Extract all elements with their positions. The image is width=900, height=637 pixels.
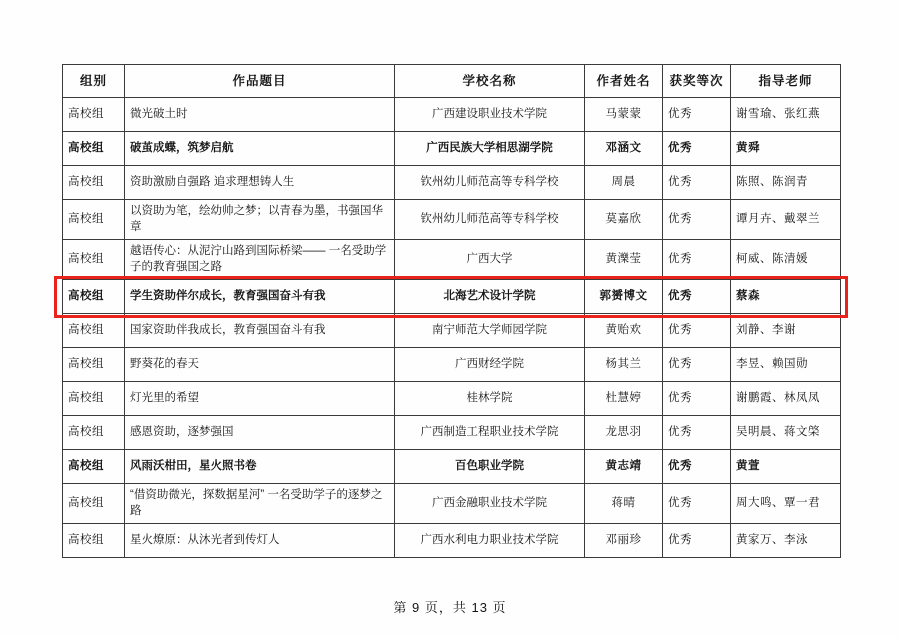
cell-award-level: 优秀 bbox=[663, 98, 731, 132]
table-row bbox=[63, 450, 841, 484]
table-row bbox=[63, 98, 841, 132]
cell-author: 杨其兰 bbox=[585, 348, 663, 382]
award-table-container bbox=[62, 64, 840, 558]
cell-teacher: 谭月卉、戴翠兰 bbox=[731, 200, 841, 240]
cell-group: 高校组 bbox=[63, 450, 125, 484]
cell-teacher: 黄萱 bbox=[731, 450, 841, 484]
column-header-author: 作者姓名 bbox=[585, 65, 663, 98]
cell-teacher: 柯威、陈清媛 bbox=[731, 240, 841, 280]
cell-author: 黄贻欢 bbox=[585, 314, 663, 348]
cell-title: 越语传心：从泥泞山路到国际桥梁—— 一名受助学子的教育强国之路 bbox=[125, 240, 395, 280]
table-row bbox=[63, 484, 841, 524]
cell-title: 破茧成蝶，筑梦启航 bbox=[125, 132, 395, 166]
cell-school: 广西建设职业技术学院 bbox=[395, 98, 585, 132]
cell-school: 广西水利电力职业技术学院 bbox=[395, 524, 585, 558]
cell-teacher: 黄舜 bbox=[731, 132, 841, 166]
table-row bbox=[63, 280, 841, 314]
table-row bbox=[63, 348, 841, 382]
cell-author: 莫嘉欣 bbox=[585, 200, 663, 240]
column-header-title: 作品题目 bbox=[125, 65, 395, 98]
cell-school: 广西制造工程职业技术学院 bbox=[395, 416, 585, 450]
cell-title: 感恩资助，逐梦强国 bbox=[125, 416, 395, 450]
cell-title: 风雨沃柑田，星火照书卷 bbox=[125, 450, 395, 484]
cell-award-level: 优秀 bbox=[663, 382, 731, 416]
cell-award-level: 优秀 bbox=[663, 240, 731, 280]
cell-title: 微光破土时 bbox=[125, 98, 395, 132]
cell-teacher: 李昱、赖国勋 bbox=[731, 348, 841, 382]
cell-author: 郭赟博文 bbox=[585, 280, 663, 314]
cell-teacher: 刘静、李谢 bbox=[731, 314, 841, 348]
table-row bbox=[63, 416, 841, 450]
cell-author: 邓丽珍 bbox=[585, 524, 663, 558]
cell-author: 杜慧婷 bbox=[585, 382, 663, 416]
cell-group: 高校组 bbox=[63, 416, 125, 450]
cell-award-level: 优秀 bbox=[663, 416, 731, 450]
cell-school: 百色职业学院 bbox=[395, 450, 585, 484]
cell-title: “借资助微光，探数据星河” 一名受助学子的逐梦之路 bbox=[125, 484, 395, 524]
cell-author: 黄志靖 bbox=[585, 450, 663, 484]
cell-school: 北海艺术设计学院 bbox=[395, 280, 585, 314]
cell-author: 龙思羽 bbox=[585, 416, 663, 450]
cell-award-level: 优秀 bbox=[663, 166, 731, 200]
cell-school: 广西金融职业技术学院 bbox=[395, 484, 585, 524]
cell-school: 桂林学院 bbox=[395, 382, 585, 416]
cell-school: 广西民族大学相思湖学院 bbox=[395, 132, 585, 166]
cell-group: 高校组 bbox=[63, 166, 125, 200]
cell-award-level: 优秀 bbox=[663, 484, 731, 524]
table-row bbox=[63, 382, 841, 416]
cell-school: 钦州幼儿师范高等专科学校 bbox=[395, 200, 585, 240]
cell-author: 马蒙蒙 bbox=[585, 98, 663, 132]
cell-group: 高校组 bbox=[63, 484, 125, 524]
column-header-group: 组别 bbox=[63, 65, 125, 98]
cell-title: 以资助为笔，绘幼帅之梦；以青春为墨，书强国华章 bbox=[125, 200, 395, 240]
cell-group: 高校组 bbox=[63, 524, 125, 558]
cell-author: 周晨 bbox=[585, 166, 663, 200]
cell-title: 国家资助伴我成长，教育强国奋斗有我 bbox=[125, 314, 395, 348]
cell-teacher: 黄家万、李泳 bbox=[731, 524, 841, 558]
cell-group: 高校组 bbox=[63, 280, 125, 314]
cell-award-level: 优秀 bbox=[663, 314, 731, 348]
cell-group: 高校组 bbox=[63, 382, 125, 416]
cell-author: 邓涵文 bbox=[585, 132, 663, 166]
table-row bbox=[63, 132, 841, 166]
cell-teacher: 谢鹏霞、林凤凤 bbox=[731, 382, 841, 416]
cell-award-level: 优秀 bbox=[663, 280, 731, 314]
cell-award-level: 优秀 bbox=[663, 348, 731, 382]
award-table bbox=[62, 64, 841, 558]
cell-author: 蒋晴 bbox=[585, 484, 663, 524]
table-row bbox=[63, 524, 841, 558]
cell-teacher: 吴明晨、蒋文棨 bbox=[731, 416, 841, 450]
cell-school: 广西财经学院 bbox=[395, 348, 585, 382]
cell-group: 高校组 bbox=[63, 314, 125, 348]
table-header bbox=[63, 65, 841, 98]
cell-teacher: 陈照、陈润青 bbox=[731, 166, 841, 200]
cell-author: 黄濼莹 bbox=[585, 240, 663, 280]
column-header-award-level: 获奖等次 bbox=[663, 65, 731, 98]
page-footer: 第 9 页，共 13 页 bbox=[393, 600, 507, 615]
cell-school: 钦州幼儿师范高等专科学校 bbox=[395, 166, 585, 200]
cell-award-level: 优秀 bbox=[663, 200, 731, 240]
table-row bbox=[63, 166, 841, 200]
column-header-school: 学校名称 bbox=[395, 65, 585, 98]
cell-title: 星火燎原：从沐光者到传灯人 bbox=[125, 524, 395, 558]
column-header-teacher: 指导老师 bbox=[731, 65, 841, 98]
table-body bbox=[63, 98, 841, 558]
cell-award-level: 优秀 bbox=[663, 524, 731, 558]
cell-teacher: 周大鸣、覃一君 bbox=[731, 484, 841, 524]
table-row bbox=[63, 240, 841, 280]
cell-award-level: 优秀 bbox=[663, 450, 731, 484]
table-row bbox=[63, 314, 841, 348]
cell-school: 南宁师范大学师园学院 bbox=[395, 314, 585, 348]
cell-teacher: 谢雪瑜、张红燕 bbox=[731, 98, 841, 132]
cell-group: 高校组 bbox=[63, 200, 125, 240]
cell-group: 高校组 bbox=[63, 240, 125, 280]
cell-teacher: 蔡森 bbox=[731, 280, 841, 314]
table-row bbox=[63, 200, 841, 240]
cell-title: 学生资助伴尔成长，教育强国奋斗有我 bbox=[125, 280, 395, 314]
cell-title: 资助激励自强路 追求理想铸人生 bbox=[125, 166, 395, 200]
cell-title: 野葵花的春天 bbox=[125, 348, 395, 382]
cell-school: 广西大学 bbox=[395, 240, 585, 280]
cell-group: 高校组 bbox=[63, 132, 125, 166]
table-header-row bbox=[63, 65, 841, 98]
cell-title: 灯光里的希望 bbox=[125, 382, 395, 416]
cell-group: 高校组 bbox=[63, 348, 125, 382]
cell-group: 高校组 bbox=[63, 98, 125, 132]
cell-award-level: 优秀 bbox=[663, 132, 731, 166]
